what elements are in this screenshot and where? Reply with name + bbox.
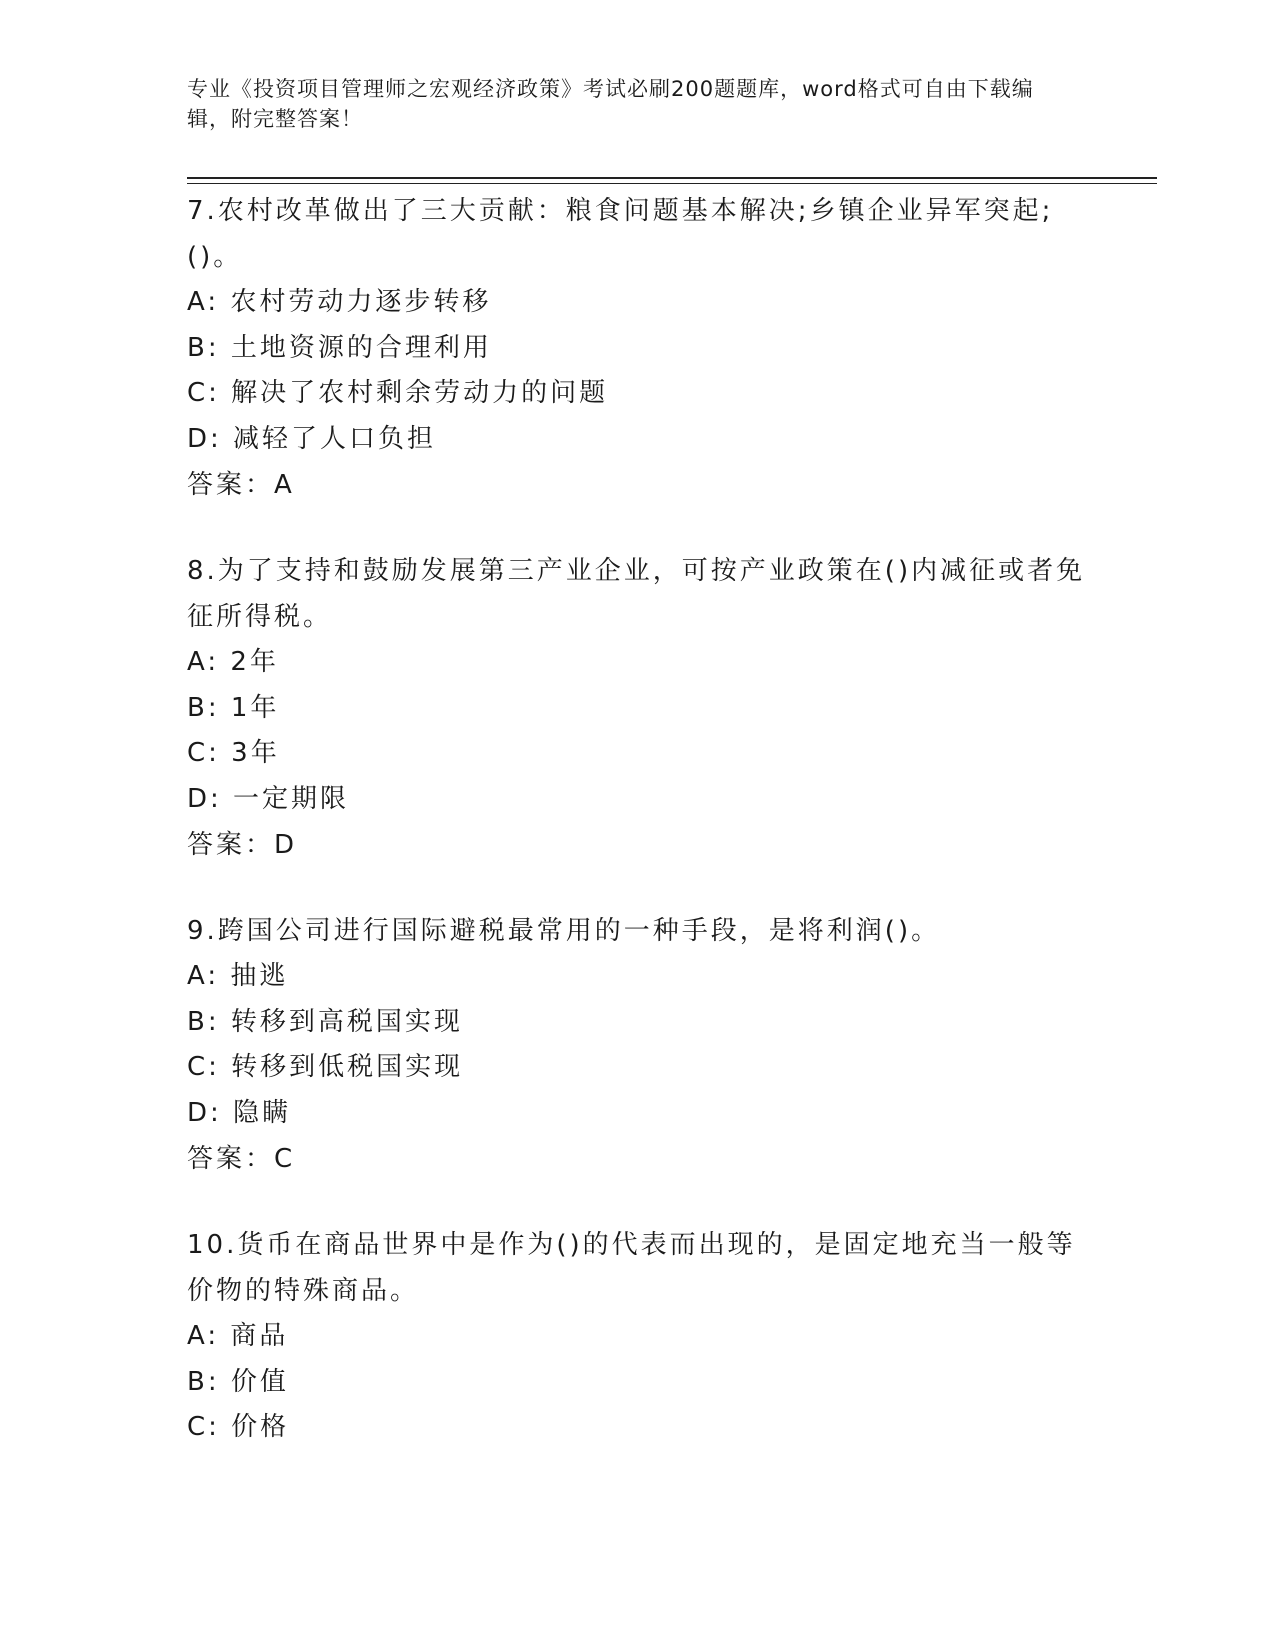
- option-b: B: 转移到高税国实现: [187, 1006, 463, 1037]
- option-a: A: 2年: [187, 647, 279, 677]
- question-stem: 8.为了支持和鼓励发展第三产业企业，可按产业政策在()内减征或者免征所得税。: [187, 556, 1086, 632]
- option-b: B: 价值: [187, 1366, 289, 1397]
- question-stem: 9.跨国公司进行国际避税最常用的一种手段，是将利润()。: [187, 916, 941, 946]
- option-d: D: 隐瞒: [187, 1097, 292, 1128]
- question-10: [187, 1222, 1087, 1451]
- header-divider-thin: [187, 183, 1157, 184]
- option-c: C: 价格: [187, 1412, 290, 1442]
- option-b: B: 土地资源的合理利用: [187, 332, 492, 363]
- option-d: D: 减轻了人口负担: [187, 423, 437, 454]
- option-a: A: 农村劳动力逐步转移: [187, 287, 492, 317]
- question-8: [187, 548, 1087, 868]
- option-b: B: 1年: [187, 692, 280, 723]
- answer-line: 答案：D: [187, 830, 298, 860]
- option-a: A: 抽逃: [187, 961, 289, 991]
- question-7: [187, 188, 1087, 508]
- question-9: [187, 908, 1087, 1182]
- question-stem: 10.货币在商品世界中是作为()的代表而出现的，是固定地充当一般等价物的特殊商品。: [187, 1230, 1076, 1306]
- answer-line: 答案：C: [187, 1144, 296, 1174]
- document-header: 专业《投资项目管理师之宏观经济政策》考试必刷200题题库，word格式可自由下载编辑，附完整答案！: [187, 77, 1034, 131]
- option-c: C: 解决了农村剩余劳动力的问题: [187, 378, 609, 408]
- option-a: A: 商品: [187, 1321, 289, 1351]
- question-list: [187, 188, 1087, 1491]
- option-c: C: 3年: [187, 738, 280, 768]
- header-divider-thick: [187, 177, 1157, 179]
- question-stem: 7.农村改革做出了三大贡献：粮食问题基本解决;乡镇企业异军突起;()。: [187, 196, 1054, 272]
- answer-line: 答案：A: [187, 470, 295, 500]
- option-c: C: 转移到低税国实现: [187, 1052, 464, 1082]
- option-d: D: 一定期限: [187, 783, 350, 814]
